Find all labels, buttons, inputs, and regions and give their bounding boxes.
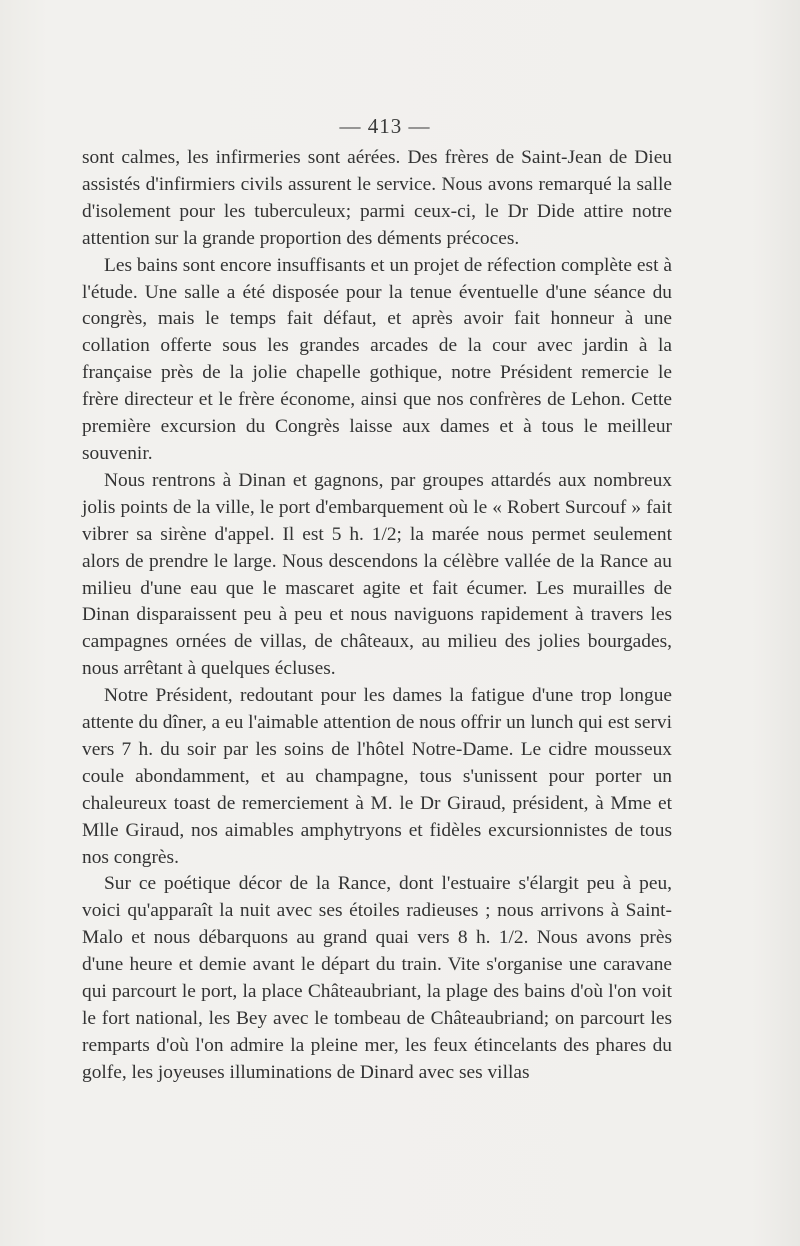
page-number: — 413 — [339,114,431,138]
paragraph-2: Les bains sont encore insuffisants et un projet de réfection complète est à l'étude. Une salle a été disposée pour la tenue éventuelle d'une séance du congrès, mais le temps fait défaut, et après avoir fait honneur à une collation offerte sous les grandes arcades de la cour avec jardin à la française près de la jolie chapelle gothique, notre Président remercie le frère directeur et le frère économe, ainsi que nos confrères de Lehon. Cette première excursion du Congrès laisse aux dames et à tous le meilleur souvenir. [82,254,672,464]
body-text [82,145,672,1087]
paragraph-5: Sur ce poétique décor de la Rance, dont l'estuaire s'élargit peu à peu, voici qu'apparaît la nuit avec ses étoiles radieuses ; nous arrivons à Saint-Malo et nous débarquons au grand quai vers 8 h. 1/2. Nous avons près d'une heure et demie avant le départ du train. Vite s'organise une caravane qui parcourt le port, la place Châteaubriant, la plage des bains d'où l'on voit le fort national, les Bey avec le tombeau de Châteaubriand; on parcourt les remparts d'où l'on admire la pleine mer, les feux étincelants des phares du golfe, les joyeuses illuminations de Dinard avec ses villas [82,873,672,1083]
paragraph-4: Notre Président, redoutant pour les dames la fatigue d'une trop longue attente du dîner, a eu l'aimable attention de nous offrir un lunch qui est servi vers 7 h. du soir par les soins de l'hôtel Notre-Dame. Le cidre mousseux coule abondamment, et au champagne, tous s'unissent pour porter un chaleureux toast de remerciement à M. le Dr Giraud, président, à Mme et Mlle Giraud, nos aimables amphytryons et fidèles excursionnistes de tous nos congrès. [82,685,672,868]
paragraph-3: Nous rentrons à Dinan et gagnons, par groupes attardés aux nombreux jolis points de la ville, le port d'embarquement où le « Robert Surcouf » fait vibrer sa sirène d'appel. Il est 5 h. 1/2; la marée nous permet seulement alors de prendre le large. Nous descendons la célèbre vallée de la Rance au milieu d'une eau que le mascaret agite et fait écumer. Les murailles de Dinan disparaissent peu à peu et nous naviguons rapidement à travers les campagnes ornées de villas, de châteaux, au milieu des jolies bourgades, nous arrêtant à quelques écluses. [82,469,672,680]
paragraph-1: sont calmes, les infirmeries sont aérées. Des frères de Saint-Jean de Dieu assistés d'infirmiers civils assurent le service. Nous avons remarqué la salle d'isolement pour les tuberculeux; parmi ceux-ci, le Dr Dide attire notre attention sur la grande proportion des déments précoces. [82,147,672,249]
